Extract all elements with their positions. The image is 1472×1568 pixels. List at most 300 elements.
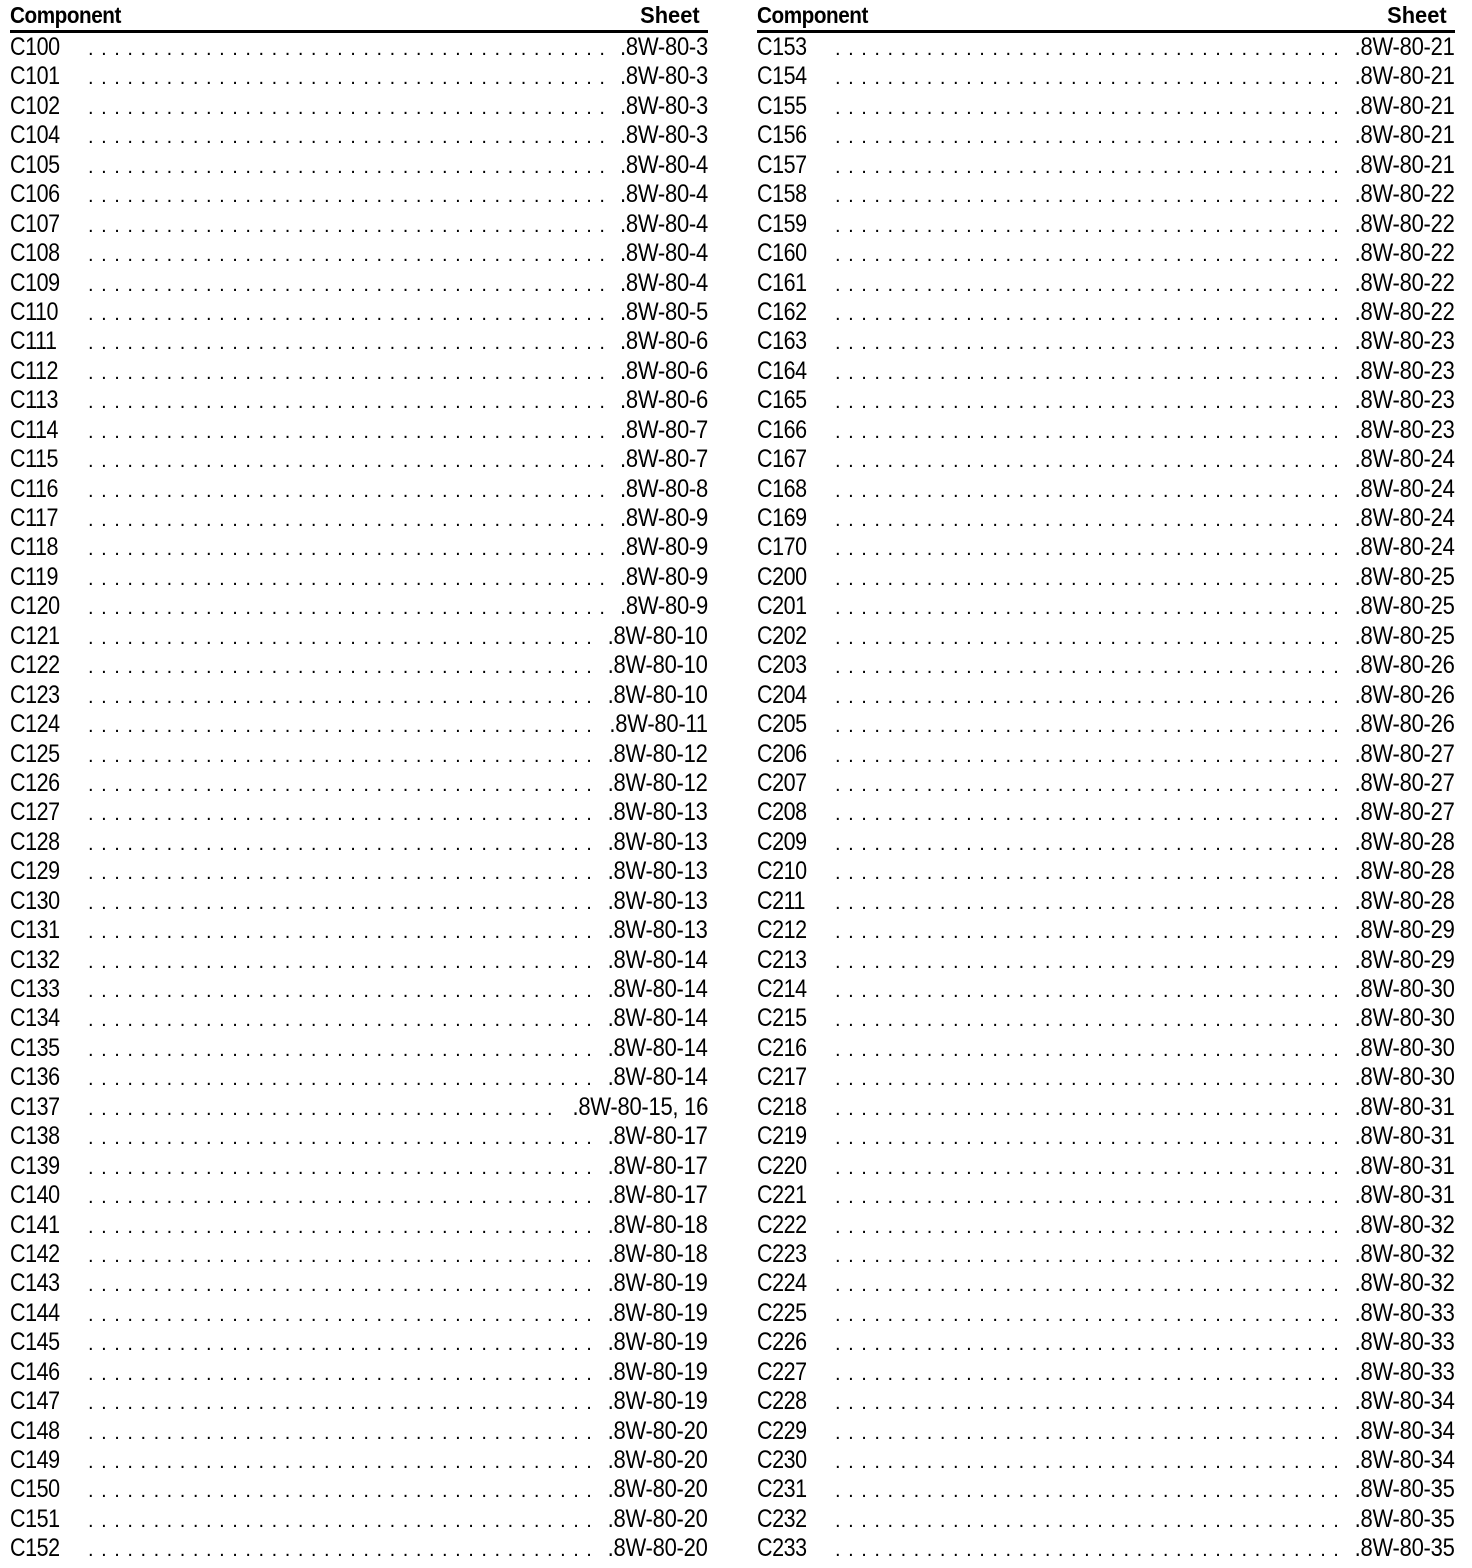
component-id: C118	[10, 533, 59, 562]
sheet-reference: .8W-80-30	[1355, 1063, 1455, 1092]
component-id: C127	[10, 798, 60, 827]
sheet-reference: .8W-80-32	[1355, 1269, 1455, 1298]
sheet-reference: .8W-80-22	[1355, 209, 1455, 238]
dot-leader	[88, 859, 592, 886]
component-id: C145	[10, 1328, 60, 1357]
sheet-reference: .8W-80-4	[620, 239, 708, 268]
index-row	[757, 975, 1455, 1004]
index-row	[10, 1034, 708, 1063]
dot-leader	[835, 859, 1339, 886]
component-id: C217	[757, 1063, 807, 1092]
component-id: C141	[10, 1210, 60, 1239]
component-id: C213	[757, 945, 807, 974]
dot-leader	[88, 94, 606, 121]
sheet-reference: .8W-80-12	[608, 739, 708, 768]
component-id: C114	[10, 415, 59, 444]
sheet-reference: .8W-80-34	[1355, 1416, 1455, 1445]
component-id: C211	[757, 886, 806, 915]
dot-leader	[835, 1242, 1339, 1269]
dot-leader	[835, 241, 1339, 268]
component-id: C126	[10, 768, 60, 797]
component-id: C157	[757, 150, 807, 179]
sheet-reference: .8W-80-29	[1355, 916, 1455, 945]
index-row	[757, 1475, 1455, 1504]
component-id: C159	[757, 209, 807, 238]
component-id: C146	[10, 1357, 60, 1386]
index-row	[10, 769, 708, 798]
component-id: C109	[10, 268, 60, 297]
sheet-reference: .8W-80-31	[1355, 1092, 1455, 1121]
sheet-reference: .8W-80-4	[620, 180, 708, 209]
sheet-reference: .8W-80-3	[620, 121, 708, 150]
component-id: C122	[10, 651, 60, 680]
index-row	[10, 622, 708, 651]
dot-leader	[835, 1183, 1339, 1210]
dot-leader	[88, 594, 606, 621]
sheet-reference: .8W-80-33	[1355, 1357, 1455, 1386]
component-id: C161	[757, 268, 807, 297]
sheet-reference: .8W-80-13	[608, 798, 708, 827]
sheet-reference: .8W-80-26	[1355, 710, 1455, 739]
index-row	[757, 828, 1455, 857]
component-id: C105	[10, 150, 60, 179]
index-row	[757, 710, 1455, 739]
index-row	[10, 1358, 708, 1387]
sheet-reference: .8W-80-19	[608, 1357, 708, 1386]
component-id: C148	[10, 1416, 60, 1445]
component-id: C130	[10, 886, 60, 915]
index-row	[10, 1240, 708, 1269]
dot-leader	[835, 889, 1339, 916]
component-id: C112	[10, 356, 59, 385]
component-id: C204	[757, 680, 807, 709]
index-row	[757, 1387, 1455, 1416]
component-id: C169	[757, 504, 807, 532]
index-row	[10, 710, 708, 739]
sheet-reference: .8W-80-6	[620, 356, 708, 385]
index-row	[757, 1534, 1455, 1563]
dot-leader	[88, 1154, 592, 1181]
index-row	[10, 445, 708, 474]
dot-leader	[835, 535, 1339, 562]
sheet-reference: .8W-80-17	[608, 1181, 708, 1210]
dot-leader	[88, 1360, 592, 1387]
sheet-reference: .8W-80-20	[608, 1416, 708, 1445]
component-id: C170	[757, 533, 807, 562]
component-id: C135	[10, 1033, 60, 1062]
component-id: C233	[757, 1534, 807, 1563]
dot-leader	[88, 889, 592, 916]
component-id: C107	[10, 209, 60, 238]
sheet-reference: .8W-80-32	[1355, 1239, 1455, 1268]
dot-leader	[835, 212, 1339, 239]
column-header	[757, 0, 1455, 33]
component-id: C138	[10, 1122, 60, 1151]
component-id: C133	[10, 975, 60, 1003]
index-row	[10, 1004, 708, 1033]
component-id: C132	[10, 945, 60, 974]
sheet-reference: .8W-80-10	[608, 680, 708, 709]
index-row	[10, 386, 708, 415]
sheet-reference: .8W-80-22	[1355, 297, 1455, 326]
component-id: C167	[757, 445, 807, 474]
component-id: C163	[757, 327, 807, 356]
sheet-reference: .8W-80-34	[1355, 1387, 1455, 1416]
index-row	[757, 62, 1455, 91]
component-id: C229	[757, 1416, 807, 1445]
dot-leader	[835, 1065, 1339, 1092]
sheet-reference: .8W-80-27	[1355, 739, 1455, 768]
sheet-reference: .8W-80-11	[609, 710, 708, 739]
index-row	[10, 1152, 708, 1181]
component-id: C102	[10, 91, 60, 120]
component-id: C115	[10, 445, 59, 474]
index-row	[757, 1505, 1455, 1534]
index-row	[757, 1417, 1455, 1446]
index-row	[757, 769, 1455, 798]
dot-leader	[835, 653, 1339, 680]
dot-leader	[835, 1389, 1339, 1416]
sheet-reference: .8W-80-3	[620, 33, 708, 61]
index-row	[757, 121, 1455, 150]
component-id: C231	[757, 1475, 807, 1504]
component-id: C150	[10, 1475, 60, 1504]
component-id: C117	[10, 504, 59, 532]
component-id: C137	[10, 1092, 60, 1121]
index-row	[757, 1181, 1455, 1210]
sheet-reference: .8W-80-23	[1355, 356, 1455, 385]
sheet-reference: .8W-80-12	[608, 768, 708, 797]
index-row	[10, 1299, 708, 1328]
sheet-reference: .8W-80-24	[1355, 533, 1455, 562]
index-row	[10, 1475, 708, 1504]
index-row	[10, 210, 708, 239]
component-id: C104	[10, 121, 60, 150]
component-id: C149	[10, 1446, 60, 1474]
index-row	[10, 1505, 708, 1534]
dot-leader	[88, 64, 606, 91]
dot-leader	[835, 683, 1339, 710]
dot-leader	[88, 1271, 592, 1298]
sheet-reference: .8W-80-5	[620, 297, 708, 326]
dot-leader	[835, 1507, 1339, 1534]
sheet-reference: .8W-80-4	[620, 209, 708, 238]
dot-leader	[88, 771, 592, 798]
dot-leader	[835, 447, 1339, 474]
index-row	[10, 1093, 708, 1122]
dot-leader	[88, 329, 606, 356]
dot-leader	[88, 153, 606, 180]
dot-leader	[835, 1124, 1339, 1151]
dot-leader	[835, 477, 1339, 504]
sheet-reference: .8W-80-14	[608, 1004, 708, 1033]
dot-leader	[835, 359, 1339, 386]
index-row	[757, 386, 1455, 415]
component-id: C124	[10, 710, 60, 739]
dot-leader	[835, 1448, 1339, 1475]
index-row	[757, 298, 1455, 327]
index-row	[757, 681, 1455, 710]
component-id: C153	[757, 33, 807, 61]
sheet-reference: .8W-80-31	[1355, 1181, 1455, 1210]
index-row	[757, 92, 1455, 121]
dot-leader	[835, 1330, 1339, 1357]
sheet-reference: .8W-80-25	[1355, 592, 1455, 621]
dot-leader	[835, 771, 1339, 798]
component-id: C168	[757, 474, 807, 503]
component-id: C129	[10, 857, 60, 886]
sheet-reference: .8W-80-13	[608, 886, 708, 915]
dot-leader	[835, 1271, 1339, 1298]
sheet-reference: .8W-80-9	[620, 592, 708, 621]
index-row	[757, 946, 1455, 975]
sheet-reference: .8W-80-30	[1355, 1004, 1455, 1033]
index-row	[10, 151, 708, 180]
component-id: C224	[757, 1269, 807, 1298]
sheet-reference: .8W-80-14	[608, 975, 708, 1003]
dot-leader	[88, 182, 606, 209]
component-id: C223	[757, 1239, 807, 1268]
dot-leader	[88, 241, 606, 268]
component-id: C158	[757, 180, 807, 209]
index-row	[10, 975, 708, 1004]
sheet-reference: .8W-80-25	[1355, 621, 1455, 650]
sheet-reference: .8W-80-14	[608, 945, 708, 974]
dot-leader	[835, 1360, 1339, 1387]
dot-leader	[88, 565, 606, 592]
dot-leader	[88, 977, 592, 1004]
component-id: C207	[757, 768, 807, 797]
sheet-reference: .8W-80-33	[1355, 1298, 1455, 1327]
sheet-reference: .8W-80-22	[1355, 239, 1455, 268]
dot-leader	[835, 1095, 1339, 1122]
sheet-reference: .8W-80-18	[608, 1239, 708, 1268]
sheet-reference: .8W-80-31	[1355, 1122, 1455, 1151]
index-row	[757, 1152, 1455, 1181]
component-id: C119	[10, 562, 59, 591]
component-id: C230	[757, 1446, 807, 1474]
component-id: C216	[757, 1033, 807, 1062]
sheet-reference: .8W-80-31	[1355, 1151, 1455, 1180]
component-id: C151	[10, 1504, 60, 1533]
dot-leader	[88, 1095, 552, 1122]
index-row	[757, 798, 1455, 827]
component-id: C205	[757, 710, 807, 739]
component-id: C164	[757, 356, 807, 385]
dot-leader	[88, 653, 592, 680]
index-row	[757, 210, 1455, 239]
dot-leader	[88, 1301, 592, 1328]
index-row	[10, 357, 708, 386]
dot-leader	[88, 1036, 592, 1063]
sheet-reference: .8W-80-21	[1355, 150, 1455, 179]
index-row	[10, 857, 708, 886]
sheet-reference: .8W-80-23	[1355, 415, 1455, 444]
index-row	[757, 622, 1455, 651]
component-id: C113	[10, 386, 59, 415]
index-row	[10, 887, 708, 916]
component-id: C147	[10, 1387, 60, 1416]
index-row	[10, 740, 708, 769]
index-row	[757, 1446, 1455, 1475]
sheet-reference: .8W-80-24	[1355, 445, 1455, 474]
index-row	[757, 1299, 1455, 1328]
dot-leader	[835, 64, 1339, 91]
sheet-reference: .8W-80-9	[620, 562, 708, 591]
index-row	[10, 946, 708, 975]
sheet-column-heading: Sheet	[640, 2, 700, 28]
index-row	[757, 916, 1455, 945]
dot-leader	[88, 1006, 592, 1033]
component-id: C139	[10, 1151, 60, 1180]
index-row	[10, 1269, 708, 1298]
sheet-reference: .8W-80-21	[1355, 91, 1455, 120]
sheet-reference: .8W-80-9	[620, 504, 708, 532]
component-id: C225	[757, 1298, 807, 1327]
sheet-reference: .8W-80-13	[608, 827, 708, 856]
dot-leader	[88, 535, 606, 562]
left-index-column	[10, 0, 708, 1564]
sheet-reference: .8W-80-24	[1355, 504, 1455, 532]
sheet-reference: .8W-80-18	[608, 1210, 708, 1239]
component-id: C200	[757, 562, 807, 591]
component-id: C136	[10, 1063, 60, 1092]
sheet-reference: .8W-80-6	[620, 386, 708, 415]
dot-leader	[88, 1477, 592, 1504]
sheet-reference: .8W-80-35	[1355, 1475, 1455, 1504]
dot-leader	[88, 388, 606, 415]
component-id: C203	[757, 651, 807, 680]
index-row	[10, 533, 708, 562]
index-row	[10, 180, 708, 209]
dot-leader	[88, 948, 592, 975]
dot-leader	[835, 948, 1339, 975]
dot-leader	[835, 830, 1339, 857]
component-id: C219	[757, 1122, 807, 1151]
index-row	[10, 327, 708, 356]
index-row	[10, 681, 708, 710]
index-row	[757, 504, 1455, 533]
sheet-reference: .8W-80-35	[1355, 1534, 1455, 1563]
component-id: C215	[757, 1004, 807, 1033]
dot-leader	[88, 123, 606, 150]
component-id: C208	[757, 798, 807, 827]
sheet-reference: .8W-80-19	[608, 1298, 708, 1327]
right-index-column	[757, 0, 1455, 1564]
index-row	[10, 298, 708, 327]
index-row	[10, 1446, 708, 1475]
sheet-reference: .8W-80-23	[1355, 327, 1455, 356]
component-id: C210	[757, 857, 807, 886]
index-row	[10, 1063, 708, 1092]
dot-leader	[88, 271, 606, 298]
component-id: C226	[757, 1328, 807, 1357]
index-row	[10, 651, 708, 680]
dot-leader	[835, 1301, 1339, 1328]
index-row	[10, 798, 708, 827]
dot-leader	[835, 1477, 1339, 1504]
component-id: C212	[757, 916, 807, 945]
dot-leader	[835, 329, 1339, 356]
sheet-reference: .8W-80-25	[1355, 562, 1455, 591]
sheet-reference: .8W-80-20	[608, 1504, 708, 1533]
sheet-reference: .8W-80-29	[1355, 945, 1455, 974]
component-id: C101	[10, 62, 60, 91]
index-row	[10, 1122, 708, 1151]
dot-leader	[88, 1213, 592, 1240]
index-row	[757, 1034, 1455, 1063]
sheet-reference: .8W-80-27	[1355, 798, 1455, 827]
index-row	[10, 1387, 708, 1416]
dot-leader	[835, 271, 1339, 298]
index-row	[757, 151, 1455, 180]
index-row	[757, 1063, 1455, 1092]
dot-leader	[88, 1065, 592, 1092]
index-row	[757, 1240, 1455, 1269]
sheet-reference: .8W-80-10	[608, 621, 708, 650]
index-row	[757, 1269, 1455, 1298]
index-row	[10, 1328, 708, 1357]
index-row	[10, 416, 708, 445]
dot-leader	[835, 1419, 1339, 1446]
sheet-reference: .8W-80-8	[620, 474, 708, 503]
dot-leader	[88, 506, 606, 533]
index-row	[757, 1328, 1455, 1357]
sheet-reference: .8W-80-35	[1355, 1504, 1455, 1533]
component-id: C221	[757, 1181, 807, 1210]
dot-leader	[835, 182, 1339, 209]
dot-leader	[835, 1036, 1339, 1063]
index-row	[10, 62, 708, 91]
dot-leader	[835, 35, 1339, 62]
sheet-reference: .8W-80-3	[620, 91, 708, 120]
sheet-reference: .8W-80-13	[608, 857, 708, 886]
dot-leader	[88, 359, 606, 386]
dot-leader	[88, 212, 606, 239]
index-row	[757, 416, 1455, 445]
component-id: C162	[757, 297, 807, 326]
sheet-reference: .8W-80-26	[1355, 680, 1455, 709]
index-row	[10, 1181, 708, 1210]
sheet-reference: .8W-80-15, 16	[572, 1092, 708, 1121]
component-id: C201	[757, 592, 807, 621]
index-row	[757, 592, 1455, 621]
index-row	[757, 651, 1455, 680]
index-row	[757, 887, 1455, 916]
sheet-reference: .8W-80-28	[1355, 886, 1455, 915]
dot-leader	[88, 918, 592, 945]
sheet-reference: .8W-80-20	[608, 1446, 708, 1474]
dot-leader	[88, 683, 592, 710]
sheet-reference: .8W-80-14	[608, 1063, 708, 1092]
index-row	[10, 592, 708, 621]
index-row	[757, 1093, 1455, 1122]
component-id: C218	[757, 1092, 807, 1121]
component-id: C116	[10, 474, 59, 503]
column-header	[10, 0, 708, 33]
index-row	[10, 121, 708, 150]
index-row	[757, 357, 1455, 386]
index-row	[757, 445, 1455, 474]
component-id: C106	[10, 180, 60, 209]
component-id: C140	[10, 1181, 60, 1210]
component-id: C111	[10, 327, 57, 356]
component-id: C228	[757, 1387, 807, 1416]
index-row	[757, 239, 1455, 268]
component-id: C143	[10, 1269, 60, 1298]
index-row	[10, 563, 708, 592]
dot-leader	[835, 1536, 1339, 1563]
